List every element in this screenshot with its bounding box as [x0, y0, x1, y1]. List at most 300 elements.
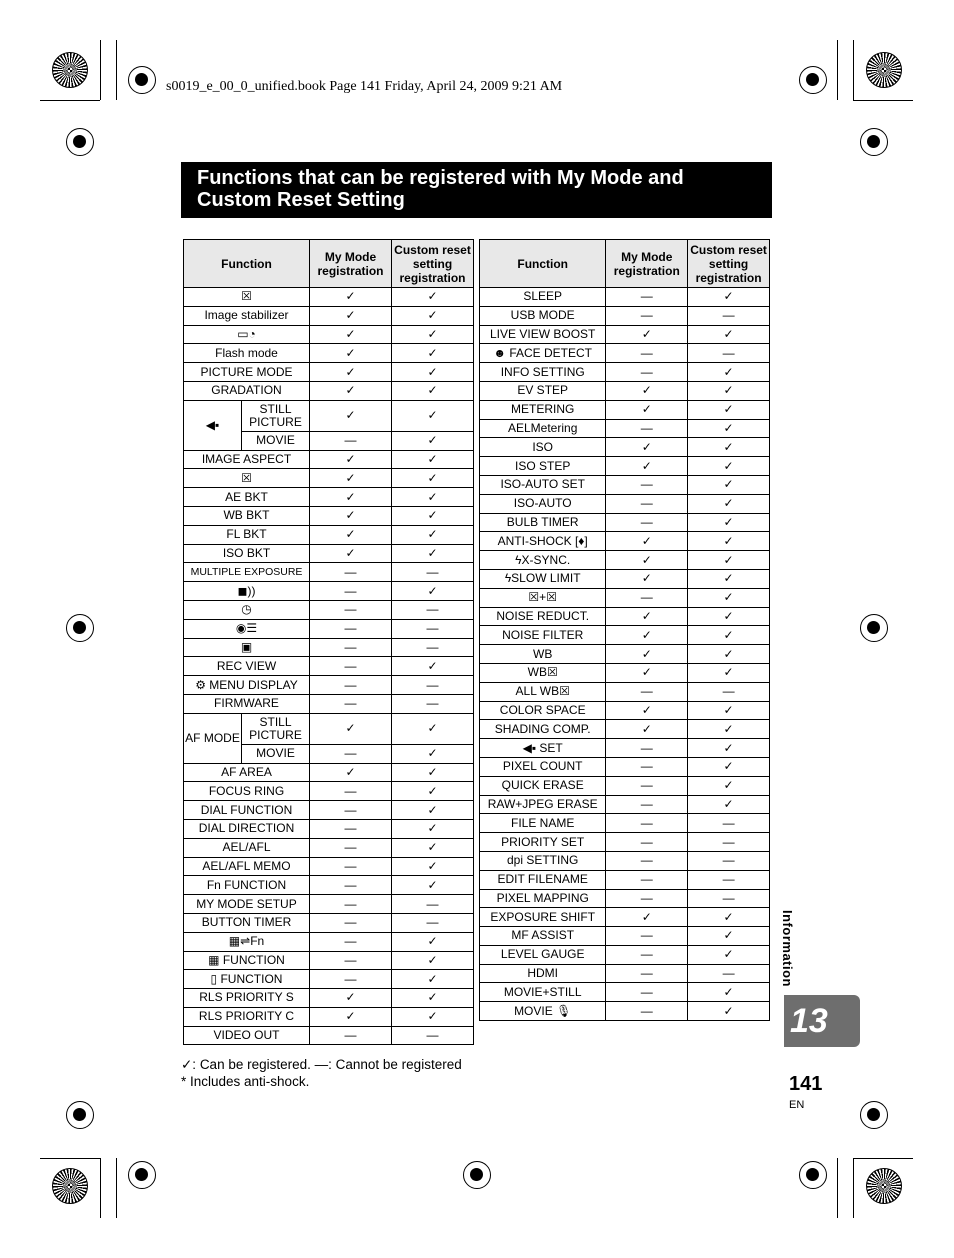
mymode-cell: —	[606, 870, 688, 889]
function-cell: PICTURE MODE	[184, 363, 310, 382]
column-header-custom: Custom reset setting registration	[688, 240, 770, 288]
function-sub-cell: MOVIE	[242, 431, 310, 450]
function-cell: Flash mode	[184, 344, 310, 363]
mymode-cell: —	[310, 838, 392, 857]
mymode-cell: —	[606, 795, 688, 814]
mymode-cell: —	[310, 932, 392, 951]
mymode-cell: ✓	[310, 1007, 392, 1026]
function-cell: RLS PRIORITY C	[184, 1007, 310, 1026]
custom-cell: ✓	[392, 657, 474, 676]
table-row	[184, 582, 474, 601]
mymode-cell: ✓	[310, 450, 392, 469]
chapter-number: 13	[790, 1001, 828, 1040]
function-cell: MULTIPLE EXPOSURE	[184, 563, 310, 582]
custom-cell: ✓	[392, 763, 474, 782]
mymode-cell: ✓	[310, 381, 392, 400]
functions-table-right	[479, 239, 770, 1021]
custom-cell: —	[392, 619, 474, 638]
mymode-cell: ✓	[606, 607, 688, 626]
table-row	[480, 757, 770, 776]
table-row	[184, 600, 474, 619]
custom-cell: ✓	[392, 288, 474, 307]
custom-cell: ✓	[392, 525, 474, 544]
table-row	[184, 563, 474, 582]
column-header-function: Function	[480, 240, 606, 288]
function-cell: ☒	[184, 288, 310, 307]
function-cell: NOISE REDUCT.	[480, 607, 606, 626]
mymode-cell: —	[606, 983, 688, 1002]
table-row	[480, 363, 770, 382]
mymode-cell: ✓	[606, 457, 688, 476]
mymode-cell: —	[310, 857, 392, 876]
function-sub-cell: MOVIE	[242, 744, 310, 763]
function-cell: ▯ FUNCTION	[184, 970, 310, 989]
table-row	[480, 438, 770, 457]
custom-cell: ✓	[688, 288, 770, 307]
registration-mark	[66, 128, 94, 156]
function-cell: USB MODE	[480, 306, 606, 325]
table-row	[184, 638, 474, 657]
table-row	[480, 964, 770, 983]
custom-cell: —	[392, 1026, 474, 1045]
function-cell: ANTI-SHOCK [♦]	[480, 532, 606, 551]
page-number: 141	[789, 1073, 823, 1095]
custom-cell: ✓	[392, 450, 474, 469]
table-row	[184, 838, 474, 857]
table-row	[480, 851, 770, 870]
mymode-cell: ✓	[310, 400, 392, 431]
table-row	[480, 889, 770, 908]
mymode-cell: ✓	[310, 325, 392, 344]
custom-cell: ✓	[392, 506, 474, 525]
function-cell: ◼))	[184, 582, 310, 601]
function-cell: FL BKT	[184, 525, 310, 544]
mymode-cell: —	[310, 913, 392, 932]
function-cell: QUICK ERASE	[480, 776, 606, 795]
custom-cell: ✓	[392, 431, 474, 450]
table-row	[480, 945, 770, 964]
function-cell: EV STEP	[480, 381, 606, 400]
table-row	[184, 819, 474, 838]
mymode-cell: ✓	[310, 469, 392, 488]
custom-cell: ✓	[688, 908, 770, 927]
table-row	[184, 469, 474, 488]
custom-cell: ✓	[688, 381, 770, 400]
table-row	[480, 720, 770, 739]
function-cell: MF ASSIST	[480, 927, 606, 946]
registration-mark	[128, 1161, 156, 1189]
mymode-cell: —	[606, 945, 688, 964]
mymode-cell: —	[310, 744, 392, 763]
custom-cell: ✓	[688, 945, 770, 964]
table-row	[480, 419, 770, 438]
mymode-cell: —	[606, 344, 688, 363]
function-cell: ◀▪ SET	[480, 739, 606, 758]
function-cell: DIAL FUNCTION	[184, 801, 310, 820]
custom-cell: ✓	[688, 419, 770, 438]
mymode-cell: —	[310, 638, 392, 657]
custom-cell: ✓	[688, 438, 770, 457]
mymode-cell: ✓	[606, 325, 688, 344]
custom-cell: ✓	[392, 469, 474, 488]
function-cell: HDMI	[480, 964, 606, 983]
column-header-mymode: My Mode registration	[606, 240, 688, 288]
table-row	[184, 325, 474, 344]
table-row	[184, 381, 474, 400]
table-row	[480, 795, 770, 814]
table-row	[480, 663, 770, 682]
function-cell: FOCUS RING	[184, 782, 310, 801]
function-cell: RAW+JPEG ERASE	[480, 795, 606, 814]
mymode-cell: —	[606, 288, 688, 307]
mymode-cell: —	[606, 757, 688, 776]
custom-cell: ✓	[392, 325, 474, 344]
table-row	[184, 288, 474, 307]
custom-cell: ✓	[688, 325, 770, 344]
right-table-body	[480, 288, 770, 1021]
chapter-tab	[784, 995, 860, 1047]
function-cell: LEVEL GAUGE	[480, 945, 606, 964]
table-row	[480, 475, 770, 494]
table-row	[184, 857, 474, 876]
custom-cell: —	[392, 638, 474, 657]
mymode-cell: —	[606, 927, 688, 946]
custom-cell: ✓	[392, 951, 474, 970]
custom-cell: ✓	[688, 588, 770, 607]
table-row	[480, 344, 770, 363]
mymode-cell: —	[310, 970, 392, 989]
custom-cell: ✓	[392, 857, 474, 876]
function-cell: AE BKT	[184, 488, 310, 507]
custom-cell: —	[688, 344, 770, 363]
mymode-cell: —	[310, 1026, 392, 1045]
column-header-mymode: My Mode registration	[310, 240, 392, 288]
custom-cell: ✓	[392, 932, 474, 951]
table-row	[184, 1026, 474, 1045]
table-row	[184, 713, 474, 744]
legend	[181, 1056, 462, 1090]
mymode-cell: —	[310, 951, 392, 970]
sunburst-mark-top-left	[52, 52, 88, 88]
custom-cell: —	[392, 694, 474, 713]
function-sub-cell: STILL PICTURE	[242, 400, 310, 431]
function-cell: MOVIE+STILL	[480, 983, 606, 1002]
custom-cell: ✓	[688, 551, 770, 570]
table-row	[480, 814, 770, 833]
mymode-cell: —	[606, 776, 688, 795]
registration-mark	[799, 66, 827, 94]
custom-cell: —	[392, 895, 474, 914]
table-row	[184, 694, 474, 713]
function-cell: AEL/AFL	[184, 838, 310, 857]
function-cell: ISO STEP	[480, 457, 606, 476]
mymode-cell: —	[606, 682, 688, 701]
table-row	[480, 908, 770, 927]
table-row	[184, 989, 474, 1008]
table-row	[184, 895, 474, 914]
mymode-cell: —	[310, 431, 392, 450]
table-row	[480, 739, 770, 758]
custom-cell: —	[392, 676, 474, 695]
registration-mark	[66, 1101, 94, 1129]
section-side-label: Information	[780, 910, 795, 987]
mymode-cell: —	[606, 419, 688, 438]
mymode-cell: —	[606, 306, 688, 325]
function-group-cell: ◀▪	[184, 400, 242, 450]
registration-mark	[128, 66, 156, 94]
table-row	[480, 288, 770, 307]
mymode-cell: ✓	[606, 701, 688, 720]
custom-cell: —	[688, 306, 770, 325]
custom-cell: ✓	[688, 701, 770, 720]
registration-mark	[66, 614, 94, 642]
function-cell: ▭◔	[184, 325, 310, 344]
sunburst-mark-top-right	[866, 52, 902, 88]
custom-cell: ✓	[392, 876, 474, 895]
table-row	[480, 626, 770, 645]
table-row	[480, 776, 770, 795]
function-cell: LIVE VIEW BOOST	[480, 325, 606, 344]
mymode-cell: —	[310, 563, 392, 582]
function-cell: GRADATION	[184, 381, 310, 400]
function-cell: PRIORITY SET	[480, 833, 606, 852]
custom-cell: ✓	[688, 757, 770, 776]
mymode-cell: —	[310, 694, 392, 713]
mymode-cell: ✓	[606, 400, 688, 419]
table-row	[480, 457, 770, 476]
table-row	[184, 657, 474, 676]
table-row	[184, 932, 474, 951]
mymode-cell: ✓	[310, 344, 392, 363]
registration-mark	[860, 614, 888, 642]
mymode-cell: —	[310, 895, 392, 914]
function-cell: VIDEO OUT	[184, 1026, 310, 1045]
table-row	[480, 701, 770, 720]
custom-cell: ✓	[392, 400, 474, 431]
custom-cell: —	[392, 563, 474, 582]
mymode-cell: —	[310, 876, 392, 895]
custom-cell: ✓	[392, 363, 474, 382]
mymode-cell: —	[606, 475, 688, 494]
mymode-cell: ✓	[606, 381, 688, 400]
function-cell: INFO SETTING	[480, 363, 606, 382]
table-row	[184, 619, 474, 638]
table-row	[184, 876, 474, 895]
mymode-cell: ✓	[310, 306, 392, 325]
mymode-cell: —	[310, 782, 392, 801]
function-cell: RLS PRIORITY S	[184, 989, 310, 1008]
function-group-cell: AF MODE	[184, 713, 242, 763]
function-cell: SLEEP	[480, 288, 606, 307]
table-row	[184, 763, 474, 782]
left-table-body	[184, 288, 474, 1045]
mymode-cell: —	[310, 801, 392, 820]
function-cell: PIXEL MAPPING	[480, 889, 606, 908]
custom-cell: ✓	[688, 569, 770, 588]
functions-table-left	[183, 239, 474, 1045]
custom-cell: ✓	[688, 795, 770, 814]
mymode-cell: —	[310, 657, 392, 676]
custom-cell: ✓	[688, 400, 770, 419]
function-cell: ALL WB☒	[480, 682, 606, 701]
function-cell: ▦ FUNCTION	[184, 951, 310, 970]
table-row	[184, 400, 474, 431]
mymode-cell: ✓	[606, 720, 688, 739]
function-sub-cell: STILL PICTURE	[242, 713, 310, 744]
function-cell: NOISE FILTER	[480, 626, 606, 645]
custom-cell: ✓	[688, 513, 770, 532]
function-cell: MOVIE 🎙	[480, 1002, 606, 1021]
registration-mark	[799, 1161, 827, 1189]
function-cell: SHADING COMP.	[480, 720, 606, 739]
table-row	[480, 494, 770, 513]
function-cell: AELMetering	[480, 419, 606, 438]
custom-cell: ✓	[392, 782, 474, 801]
function-cell: Fn FUNCTION	[184, 876, 310, 895]
custom-cell: —	[688, 964, 770, 983]
table-row	[184, 525, 474, 544]
function-cell: MY MODE SETUP	[184, 895, 310, 914]
function-cell: ▦⇌Fn	[184, 932, 310, 951]
legend-line-1: ✓: Can be registered. —: Cannot be registered	[181, 1057, 462, 1072]
mymode-cell: —	[606, 1002, 688, 1021]
table-row	[480, 682, 770, 701]
function-cell: AF AREA	[184, 763, 310, 782]
custom-cell: ✓	[688, 475, 770, 494]
sunburst-mark-bottom-right	[866, 1168, 902, 1204]
custom-cell: ✓	[688, 626, 770, 645]
custom-cell: —	[392, 913, 474, 932]
custom-cell: ✓	[688, 607, 770, 626]
function-cell: PIXEL COUNT	[480, 757, 606, 776]
mymode-cell: —	[310, 676, 392, 695]
function-cell: ISO-AUTO SET	[480, 475, 606, 494]
mymode-cell: —	[606, 588, 688, 607]
function-cell: ▣	[184, 638, 310, 657]
mymode-cell: —	[310, 600, 392, 619]
function-cell: ☒+☒	[480, 588, 606, 607]
mymode-cell: ✓	[606, 908, 688, 927]
custom-cell: ✓	[392, 1007, 474, 1026]
table-row	[480, 569, 770, 588]
mymode-cell: ✓	[606, 663, 688, 682]
mymode-cell: ✓	[606, 532, 688, 551]
function-cell: Image stabilizer	[184, 306, 310, 325]
table-row	[184, 544, 474, 563]
mymode-cell: ✓	[606, 626, 688, 645]
function-cell: AEL/AFL MEMO	[184, 857, 310, 876]
table-row	[480, 513, 770, 532]
custom-cell: ✓	[392, 819, 474, 838]
table-row	[184, 306, 474, 325]
function-cell: REC VIEW	[184, 657, 310, 676]
custom-cell: ✓	[688, 776, 770, 795]
custom-cell: —	[688, 814, 770, 833]
custom-cell: ✓	[688, 720, 770, 739]
mymode-cell: ✓	[310, 363, 392, 382]
custom-cell: —	[688, 889, 770, 908]
table-row	[184, 344, 474, 363]
mymode-cell: ✓	[606, 569, 688, 588]
mymode-cell: ✓	[310, 763, 392, 782]
table-row	[480, 306, 770, 325]
table-row	[480, 400, 770, 419]
registration-mark	[860, 128, 888, 156]
function-cell: BULB TIMER	[480, 513, 606, 532]
custom-cell: ✓	[392, 713, 474, 744]
function-cell: ISO-AUTO	[480, 494, 606, 513]
table-row	[480, 607, 770, 626]
mymode-cell: —	[606, 494, 688, 513]
custom-cell: ✓	[392, 989, 474, 1008]
function-cell: DIAL DIRECTION	[184, 819, 310, 838]
function-cell: FILE NAME	[480, 814, 606, 833]
function-cell: ϟX-SYNC.	[480, 551, 606, 570]
mymode-cell: ✓	[310, 506, 392, 525]
custom-cell: ✓	[688, 983, 770, 1002]
custom-cell: ✓	[392, 582, 474, 601]
custom-cell: ✓	[392, 544, 474, 563]
custom-cell: ✓	[688, 532, 770, 551]
function-cell: WB BKT	[184, 506, 310, 525]
mymode-cell: ✓	[606, 551, 688, 570]
custom-cell: ✓	[688, 739, 770, 758]
table-row	[184, 450, 474, 469]
mymode-cell: —	[310, 819, 392, 838]
mymode-cell: ✓	[606, 438, 688, 457]
table-row	[184, 676, 474, 695]
function-cell: BUTTON TIMER	[184, 913, 310, 932]
function-cell: WB☒	[480, 663, 606, 682]
custom-cell: —	[688, 851, 770, 870]
function-cell: ◉☰	[184, 619, 310, 638]
book-info-header: s0019_e_00_0_unified.book Page 141 Friday, April 24, 2009 9:21 AM	[166, 79, 563, 94]
custom-cell: ✓	[392, 306, 474, 325]
function-cell: METERING	[480, 400, 606, 419]
table-row	[480, 645, 770, 664]
table-row	[480, 551, 770, 570]
function-cell: COLOR SPACE	[480, 701, 606, 720]
mymode-cell: —	[606, 739, 688, 758]
function-cell: ϟSLOW LIMIT	[480, 569, 606, 588]
table-row	[480, 833, 770, 852]
legend-line-2: * Includes anti-shock.	[181, 1074, 310, 1089]
table-row	[480, 983, 770, 1002]
table-row	[480, 325, 770, 344]
table-row	[184, 913, 474, 932]
function-cell: ☒	[184, 469, 310, 488]
page-title: Functions that can be registered with My Mode and Custom Reset Setting	[181, 162, 772, 218]
function-cell: ☻ FACE DETECT	[480, 344, 606, 363]
table-row	[184, 363, 474, 382]
table-row	[480, 532, 770, 551]
table-row	[184, 488, 474, 507]
mymode-cell: —	[310, 619, 392, 638]
registration-mark	[463, 1161, 491, 1189]
language-code: EN	[789, 1099, 805, 1111]
mymode-cell: —	[606, 363, 688, 382]
custom-cell: —	[688, 870, 770, 889]
custom-cell: ✓	[688, 457, 770, 476]
function-cell: FIRMWARE	[184, 694, 310, 713]
registration-mark	[860, 1101, 888, 1129]
function-cell: ⚙ MENU DISPLAY	[184, 676, 310, 695]
column-header-function: Function	[184, 240, 310, 288]
table-row	[480, 927, 770, 946]
mymode-cell: —	[606, 513, 688, 532]
table-row	[480, 870, 770, 889]
function-cell: WB	[480, 645, 606, 664]
